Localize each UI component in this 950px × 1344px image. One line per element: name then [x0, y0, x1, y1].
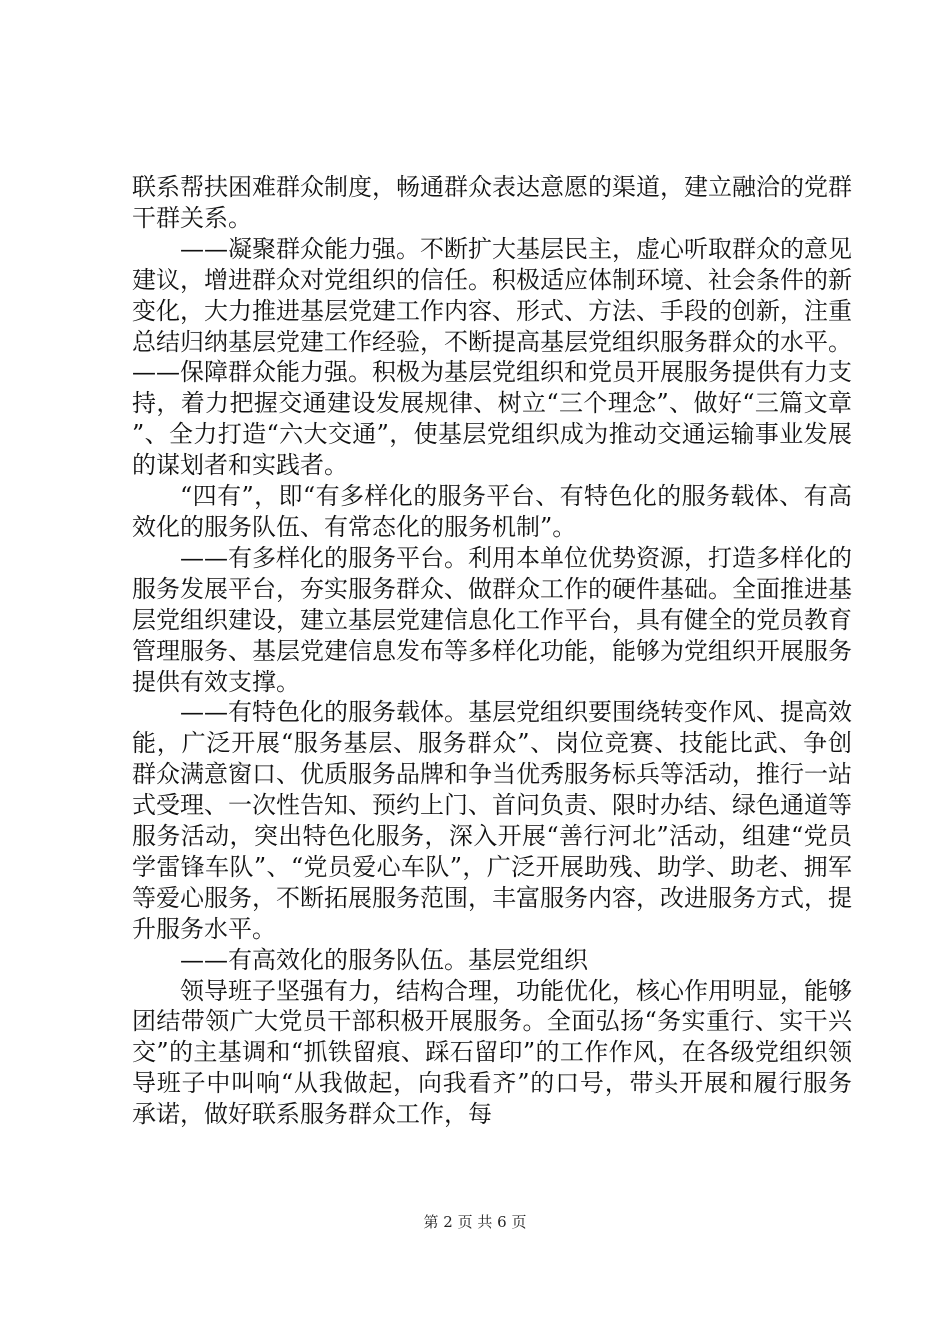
paragraph-7: 领导班子坚强有力，结构合理，功能优化，核心作用明显，能够团结带领广大党员干部积极开展服务。全面弘扬“务实重行、实干兴交”的主基调和“抓铁留痕、踩石留印”的工作作风，在各级党组织领导班子中叫响“从我做起，向我看齐”的口号，带头开展和履行服务承诺，做好联系服务群众工作，每 [132, 976, 852, 1129]
paragraph-4: ——有多样化的服务平台。利用本单位优势资源，打造多样化的服务发展平台，夯实服务群众、做群众工作的硬件基础。全面推进基层党组织建设，建立基层党建信息化工作平台，具有健全的党员教育管理服务、基层党建信息发布等多样化功能，能够为党组织开展服务提供有效支撑。 [132, 543, 852, 696]
paragraph-3: “四有”，即“有多样化的服务平台、有特色化的服务载体、有高效化的服务队伍、有常态化的服务机制”。 [132, 482, 852, 541]
paragraph-1: 联系帮扶困难群众制度，畅通群众表达意愿的渠道，建立融洽的党群干群关系。 [132, 173, 852, 232]
paragraph-6: ——有高效化的服务队伍。基层党组织 [180, 945, 588, 974]
document-body [132, 172, 852, 1130]
page-number-footer: 第 2 页 共 6 页 [423, 1213, 527, 1231]
paragraph-2: ——凝聚群众能力强。不断扩大基层民主，虚心听取群众的意见建议，增进群众对党组织的信任。积极适应体制环境、社会条件的新变化，大力推进基层党建工作内容、形式、方法、手段的创新，注重总结归纳基层党建工作经验，不断提高基层党组织服务群众的水平。——保障群众能力强。积极为基层党组织和党员开展服务提供有力支持，着力把握交通建设发展规律、树立“三个理念”、做好“三篇文章”、全力打造“六大交通”，使基层党组织成为推动交通运输事业发展的谋划者和实践者。 [132, 234, 852, 480]
paragraph-5: ——有特色化的服务载体。基层党组织要围绕转变作风、提高效能，广泛开展“服务基层、服务群众”、岗位竞赛、技能比武、争创群众满意窗口、优质服务品牌和争当优秀服务标兵等活动，推行一站式受理、一次性告知、预约上门、首问负责、限时办结、绿色通道等服务活动，突出特色化服务，深入开展“善行河北”活动，组建“党员学雷锋车队”、“党员爱心车队”，广泛开展助残、助学、助老、拥军等爱心服务，不断拓展服务范围，丰富服务内容，改进服务方式，提升服务水平。 [132, 698, 852, 943]
